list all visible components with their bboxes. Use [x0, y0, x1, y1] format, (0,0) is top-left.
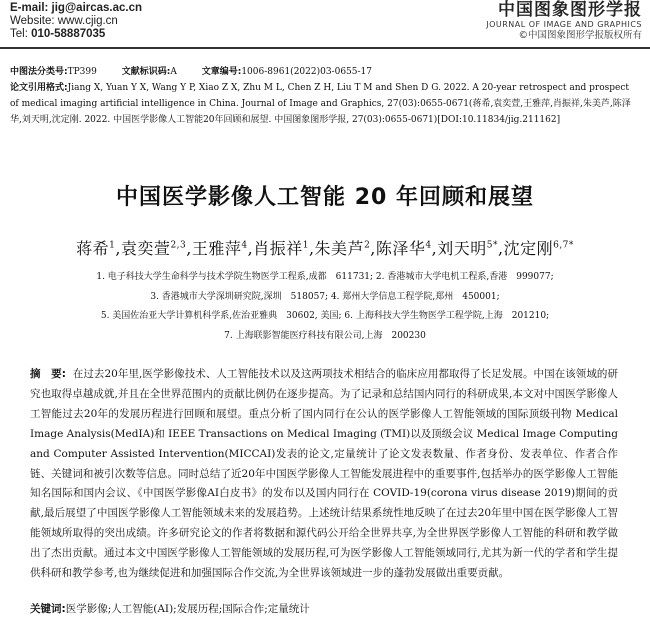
website[interactable]: www.cjig.cn [57, 15, 118, 27]
website-label: Website: [10, 15, 55, 27]
clc-label: 中图法分类号: [10, 67, 68, 77]
author: 蒋希 [76, 239, 110, 258]
author-affiliation-mark: 6,7* [553, 240, 574, 251]
tel-label: Tel: [10, 28, 28, 40]
affiliation-line: 7. 上海联影智能医疗科技有限公司,上海 200230 [224, 330, 426, 341]
author: 肖振祥 [253, 239, 303, 258]
tel: 010-58887035 [31, 28, 106, 40]
author-affiliation-mark: 4 [241, 240, 248, 251]
affiliation-line: 3. 香港城市大学深圳研究院,深圳 518057; 4. 郑州大学信息工程学院,郑州 450001; [150, 291, 500, 302]
author-list: 蒋希$^1$,袁奕萱$^{2,3}$,王雅萍$^4$,肖振祥$^1$,朱美芦$^2$,陈泽华$^4$,刘天明$^{5*}$,沈定刚$^{6,7*}$ [76, 239, 574, 258]
author: 刘天明 [437, 239, 487, 258]
author-affiliation-mark: 2,3 [170, 240, 187, 251]
journal-brand [486, 0, 642, 42]
article-no-value: 1006-8961(2022)03-0655-17 [241, 67, 372, 77]
journal-name-cn: 中国图象图形学报 [498, 0, 642, 20]
author-affiliation-mark: 2 [364, 240, 371, 251]
author-affiliation-mark: 4 [425, 240, 432, 251]
keywords-text: 医学影像;人工智能(AI);发展历程;国际合作;定量统计 [65, 603, 310, 615]
email[interactable]: jig@aircas.ac.cn [51, 2, 143, 14]
article-no-label: 文章编号: [201, 67, 242, 77]
journal-name-en: JOURNAL OF IMAGE AND GRAPHICS [486, 20, 642, 29]
abstract [30, 365, 618, 584]
keywords-label: 关键词: [30, 603, 66, 615]
journal-contact [10, 2, 142, 41]
abstract-label: 摘 要: [30, 368, 66, 380]
author-affiliation-mark: 5* [486, 240, 498, 251]
keywords [30, 601, 618, 617]
citation [10, 80, 638, 128]
citation-label: 论文引用格式: [10, 83, 68, 93]
email-label: E-mail: [10, 2, 49, 14]
doc-code-value: A [170, 67, 177, 77]
article-meta [10, 64, 638, 128]
author: 陈泽华 [375, 239, 426, 258]
doc-code-label: 文献标识码: [121, 67, 171, 77]
abstract-text: 在过去20年里,医学影像技术、人工智能技术以及这两项技术相结合的临床应用都取得了长足发展。中国在该领域的研究也取得卓越成就,并且在全世界范围内的贡献比例仍在逐步提高。为了记录和总结国内同行的科研成果,本文对中国医学影像人工智能过去20年的发展历程进行回顾和展望。重点分析了国内同行在公认的医学影像人工智能领域的国际顶级刊物 Medical Image Analysis(MedIA)和 IEEE Transactions on Medical Imaging (TMI)以及顶级会议 Medical Image Computing and Computer Assisted Intervention(MICCAI)发表的论文,定量统计了论文发表数量、作者身份、发表单位、作者合作链、关键词和被引次数等信息。同时总结了近20年中国医学影像人工智能发展进程中的重要事件,包括举办的医学影像人工智能知名国际和国内会议、《中国医学影像AI白皮书》的发布以及国内同行在 COVID-19(corona virus disease 2019)期间的贡献,最后展望了中国医学影像人工智能领域未来的发展趋势。上述统计结果系统性地反映了在过去20年里中国在医学影像人工智能领域所取得的突出成绩。许多研究论文的作者将数据和源代码公开给全世界共享,为全世界医学影像人工智能的科研和教学做出了杰出贡献。通过本文中国医学影像人工智能领域的发展历程,可为医学影像人工智能领域同行,尤其为新一代的学者和学生提供科研和教学参考,也为继续促进和加强国际合作交流,为全世界该领域进一步的蓬勃发展做出重要贡献。 [30, 368, 619, 580]
author: 王雅萍 [191, 239, 242, 258]
affiliations [0, 268, 650, 346]
author-affiliation-mark: 1 [302, 240, 309, 251]
affiliation-line: 5. 美国佐治亚大学计算机科学系,佐治亚雅典 30602, 美国; 6. 上海科技大学生物医学工程学院,上海 201210; [100, 311, 550, 322]
affiliation-line: 1. 电子科技大学生命科学与技术学院生物医学工程系,成都 611731; 2. 香港城市大学电机工程系,香港 999077; [96, 272, 554, 282]
author: 袁奕萱 [120, 239, 171, 258]
citation-text[interactable]: Jiang X, Yuan Y X, Wang Y P, Xiao Z X, Zhu M L, Chen Z H, Liu T M and Shen D G. 2022. A 20-year retrospect and prospect of medical imaging artificial intelligence in China. Journal of Image and Graphics, 27(03):0655-0671(蒋希,袁奕萱,王雅萍,肖振祥,朱美芦,陈泽华,刘天明,沈定刚. 2022. 中国医学影像人工智能20年回顾和展望. 中国图象图形学报, 27(03):0655-0671)[DOI:10.11834/jig.211162] [10, 83, 631, 125]
clc-value: TP399 [67, 67, 97, 77]
author-affiliation-mark: 1 [109, 240, 116, 251]
author: 沈定刚 [503, 239, 554, 258]
author: 朱美芦 [314, 239, 365, 258]
copyright-notice: ©中国图象图形学报版权所有 [518, 30, 642, 41]
paper-title: 中国医学影像人工智能 20 年回顾和展望 [116, 185, 534, 210]
header-rule [0, 47, 650, 49]
